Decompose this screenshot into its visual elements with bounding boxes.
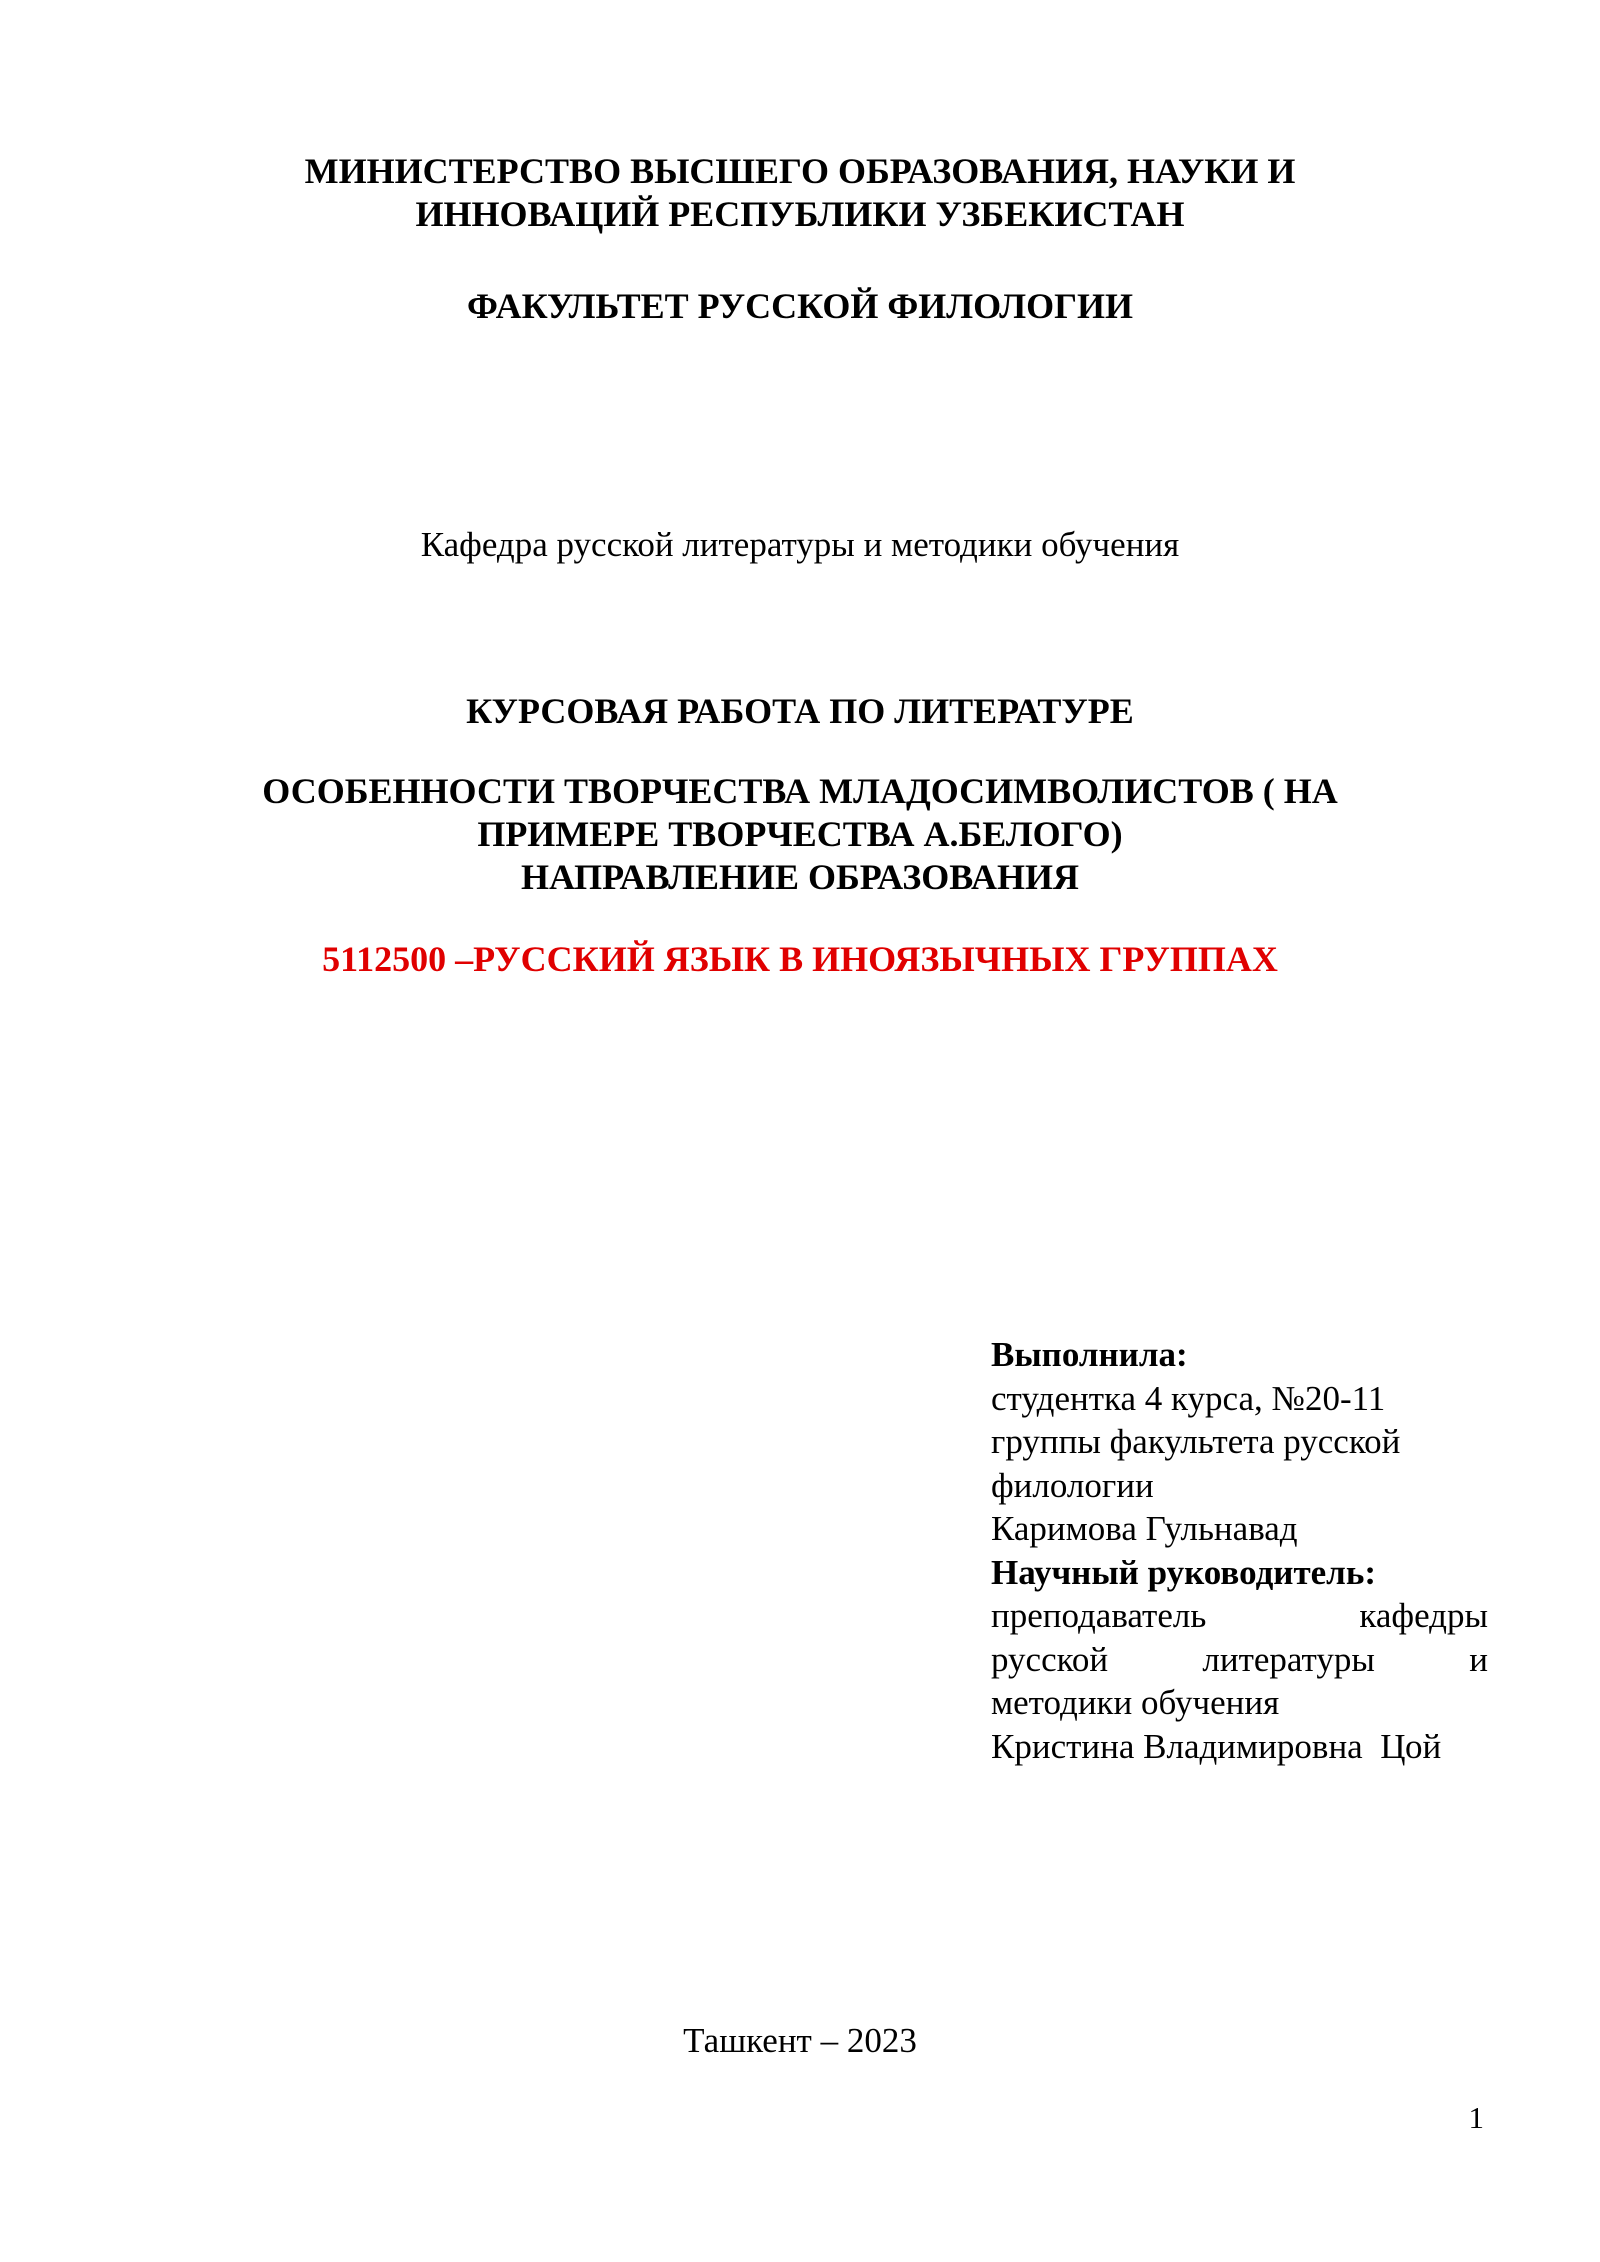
supervisor-line-1 — [991, 1594, 1488, 1638]
supervisor-line-2-word-3: и — [1469, 1639, 1488, 1679]
topic-line-2: ПРИМЕРЕ ТВОРЧЕСТВА А.БЕЛОГО) — [477, 814, 1123, 854]
page-number: 1 — [1468, 2100, 1484, 2135]
supervisor-line-2-word-1: русской — [991, 1639, 1109, 1679]
author-line-3: филологии — [991, 1465, 1154, 1505]
supervisor-line-2 — [991, 1638, 1488, 1682]
faculty-title: ФАКУЛЬТЕТ РУССКОЙ ФИЛОЛОГИИ — [466, 286, 1134, 326]
topic-line-1: ОСОБЕННОСТИ ТВОРЧЕСТВА МЛАДОСИМВОЛИСТОВ ( НА — [262, 771, 1338, 811]
supervisor-heading: Научный руководитель: — [991, 1552, 1376, 1592]
department-title: Кафедра русской литературы и методики обучения — [420, 525, 1180, 564]
ministry-header — [0, 150, 1600, 236]
author-name: Каримова Гульнавад — [991, 1509, 1298, 1548]
supervisor-line-2-word-2: литературы — [1202, 1639, 1375, 1679]
ministry-line-1: МИНИСТЕРСТВО ВЫСШЕГО ОБРАЗОВАНИЯ, НАУКИ И — [304, 151, 1296, 191]
supervisor-line-1-word-2: кафедры — [1359, 1596, 1488, 1635]
work-topic — [0, 770, 1600, 899]
supervisor-line-3: методики обучения — [991, 1683, 1280, 1722]
author-line-2: группы факультета русской — [991, 1422, 1401, 1461]
work-type: КУРСОВАЯ РАБОТА ПО ЛИТЕРАТУРЕ — [466, 691, 1134, 731]
supervisor-line-1-word-1: преподаватель — [991, 1596, 1207, 1635]
supervisor-name: Кристина Владимировна Цой — [991, 1726, 1442, 1766]
ministry-line-2: ИННОВАЦИЙ РЕСПУБЛИКИ УЗБЕКИСТАН — [415, 194, 1185, 234]
city-year: Ташкент – 2023 — [683, 2021, 917, 2060]
education-direction: НАПРАВЛЕНИЕ ОБРАЗОВАНИЯ — [520, 857, 1080, 897]
specialty-code: 5112500 –РУССКИЙ ЯЗЫК В ИНОЯЗЫЧНЫХ ГРУППАХ — [322, 939, 1278, 979]
author-heading: Выполнила: — [991, 1335, 1188, 1374]
author-line-1: студентка 4 курса, №20-11 — [991, 1378, 1386, 1418]
author-info-block — [991, 1333, 1488, 1768]
